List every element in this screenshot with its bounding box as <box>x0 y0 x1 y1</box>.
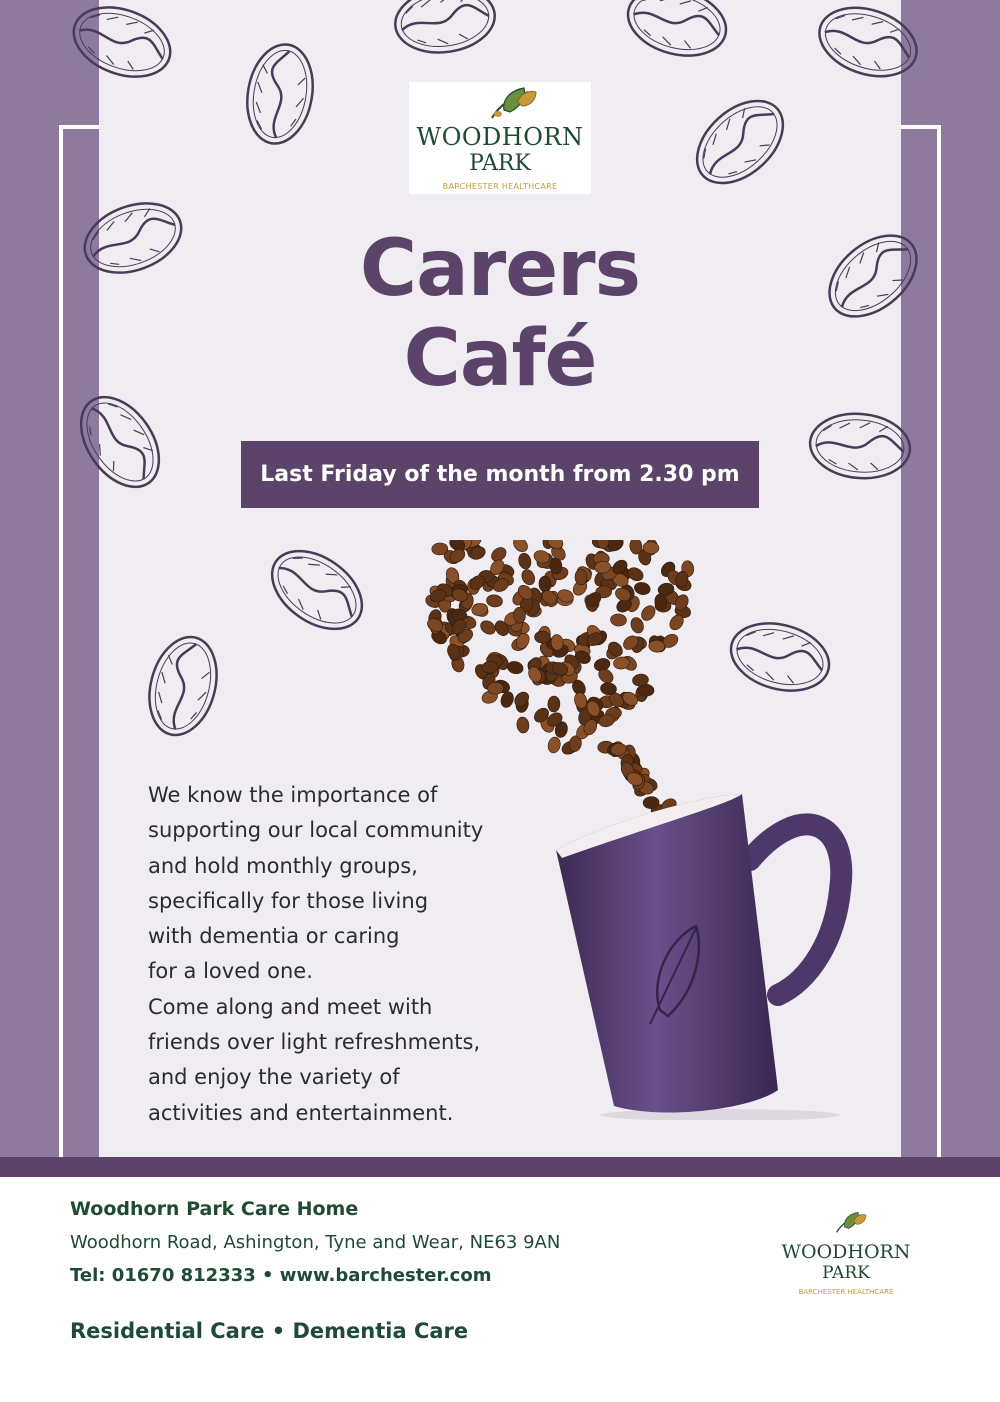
coffee-bean-icon <box>681 85 798 199</box>
logo-subtitle: BARCHESTER HEALTHCARE <box>442 182 558 191</box>
coffee-bean <box>547 736 562 754</box>
coffee-bean-icon <box>620 0 733 66</box>
coffee-bean <box>547 696 560 713</box>
coffee-bean <box>626 565 646 583</box>
logo-text-woodhorn: WOODHORN <box>416 123 584 151</box>
footer-logo-subtitle: BARCHESTER HEALTHCARE <box>798 1288 894 1296</box>
coffee-bean <box>519 567 537 587</box>
footer-address: Woodhorn Road, Ashington, Tyne and Wear, NE63 9AN <box>70 1232 561 1253</box>
oak-leaf-logo-icon <box>830 1208 870 1238</box>
coffee-bean-icon <box>139 629 227 742</box>
coffee-bean-icon <box>811 0 926 88</box>
description-line: supporting our local community <box>148 818 484 843</box>
coffee-bean-icon <box>807 410 912 482</box>
footer-services: Residential Care • Dementia Care <box>70 1319 469 1343</box>
footer-contact: Tel: 01670 812333 • www.barchester.com <box>70 1265 492 1286</box>
coffee-bean-icon <box>75 191 191 285</box>
footer-logo <box>770 1208 922 1302</box>
description-text <box>148 778 548 1131</box>
coffee-mug-icon <box>550 780 860 1120</box>
description-line: We know the importance of <box>148 783 438 807</box>
coffee-bean <box>633 581 651 596</box>
title-line-2: Café <box>403 314 597 404</box>
description-line: activities and entertainment. <box>148 1100 454 1125</box>
footer-logo-park: PARK <box>822 1263 870 1283</box>
coffee-bean <box>517 552 533 571</box>
coffee-bean-icon <box>723 613 836 701</box>
coffee-bean <box>575 569 587 585</box>
coffee-bean <box>499 690 516 709</box>
description-line: and enjoy the variety of <box>148 1065 400 1090</box>
coffee-bean <box>478 618 498 637</box>
coffee-bean <box>486 594 504 608</box>
coffee-bean-icon <box>391 0 499 59</box>
footer-logo-woodhorn: WOODHORN <box>781 1241 911 1263</box>
title-line-1: Carers <box>359 224 641 314</box>
coffee-bean <box>610 613 627 626</box>
page-title <box>250 224 750 404</box>
description-line: with dementia or caring <box>148 924 400 949</box>
description-line: Come along and meet with <box>148 994 433 1019</box>
coffee-bean <box>487 682 503 695</box>
schedule-banner: Last Friday of the month from 2.30 pm <box>241 441 759 508</box>
description-line: specifically for those living <box>148 888 429 913</box>
description-line: for a loved one. <box>148 959 313 984</box>
coffee-bean <box>516 716 530 733</box>
description-line: and hold monthly groups, <box>148 853 418 878</box>
coffee-bean <box>511 540 531 555</box>
coffee-bean <box>512 689 532 709</box>
oak-leaf-logo-icon <box>482 84 542 124</box>
coffee-bean-icon <box>64 0 180 89</box>
footer-home-name: Woodhorn Park Care Home <box>70 1198 359 1220</box>
footer-divider <box>0 1157 1000 1177</box>
coffee-bean <box>506 660 524 676</box>
coffee-bean-icon <box>814 219 932 332</box>
woodhorn-park-logo <box>409 82 591 194</box>
coffee-bean-icon <box>65 383 175 502</box>
coffee-bean <box>534 631 550 643</box>
coffee-bean-icon <box>258 535 377 645</box>
logo-text-park: PARK <box>469 151 531 176</box>
description-line: friends over light refreshments, <box>148 1030 481 1055</box>
coffee-bean-icon <box>240 39 320 149</box>
